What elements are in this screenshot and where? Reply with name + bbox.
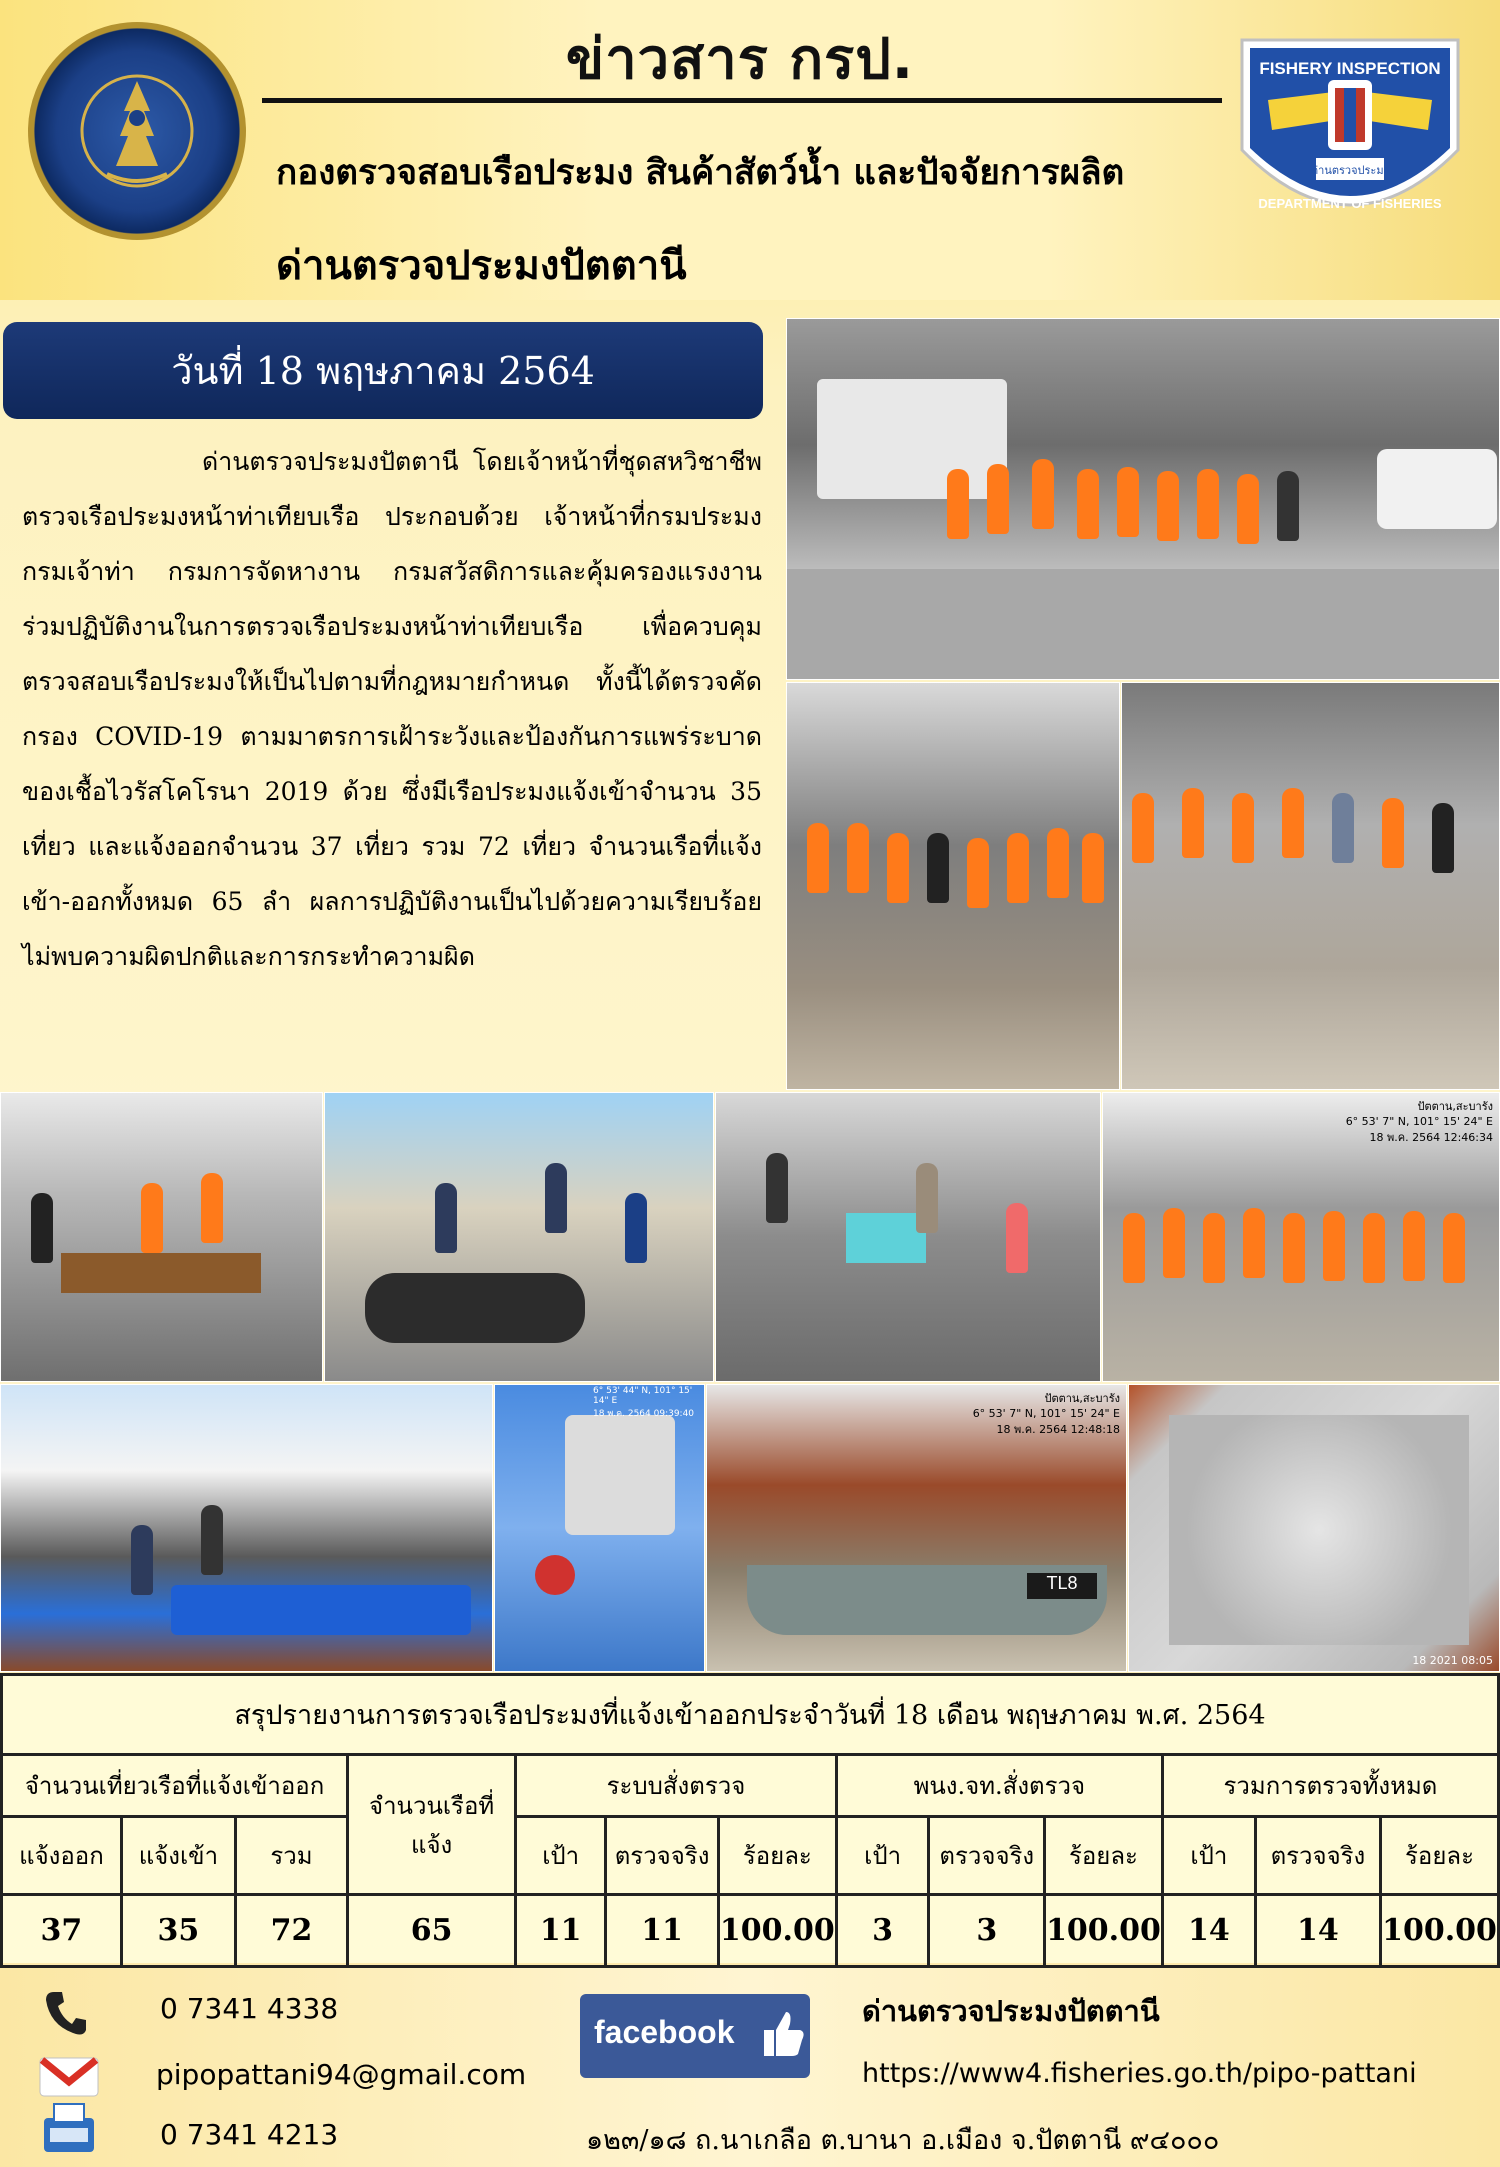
value-notified-out: 37 <box>2 1895 122 1967</box>
newsletter-title: ข่าวสาร กรป. <box>565 27 915 92</box>
value-system-actual: 11 <box>606 1895 719 1967</box>
summary-title: สรุปรายงานการตรวจเรือประมงที่แจ้งเข้าออกประจำวันที่ 18 เดือน พฤษภาคม พ.ศ. 2564 <box>2 1675 1499 1755</box>
photo-gps-stamp: 6° 53' 44" N, 101° 15' 14" E 18 พ.ค. 2564 09:39:40 <box>593 1386 695 1419</box>
facebook-label: facebook <box>594 2014 735 2050</box>
value-sum: 72 <box>235 1895 347 1967</box>
office-name: ด่านตรวจประมงปัตตานี <box>276 243 687 289</box>
value-notified-in: 35 <box>121 1895 235 1967</box>
header-percent: ร้อยละ <box>1045 1817 1163 1895</box>
value-total-actual: 14 <box>1255 1895 1380 1967</box>
photo-crew-lineup-shed <box>786 318 1500 680</box>
header <box>0 0 1500 300</box>
photo-date-stamp: 18 2021 08:05 <box>1412 1654 1493 1667</box>
news-date-banner <box>3 322 763 419</box>
header-actual: ตรวจจริง <box>606 1817 719 1895</box>
header-target: เป้า <box>516 1817 606 1895</box>
value-total-percent: 100.00 <box>1381 1895 1499 1967</box>
like-thumb-icon <box>760 2008 806 2058</box>
department-of-fisheries-seal <box>28 22 246 240</box>
value-boats: 65 <box>348 1895 516 1967</box>
boat-registration: TL8 <box>1027 1573 1097 1599</box>
photo-vms-device <box>494 1384 705 1672</box>
inspection-summary <box>0 1673 1500 1963</box>
header-target: เป้า <box>1162 1817 1255 1895</box>
photo-crew-lineup-pier <box>1102 1092 1500 1382</box>
badge-center-text: ด่านตรวจประมง <box>1311 164 1389 177</box>
header-total-inspections: รวมการตรวจทั้งหมด <box>1162 1755 1498 1817</box>
header-percent: ร้อยละ <box>718 1817 836 1895</box>
fax-number[interactable]: 0 7341 4213 <box>160 2118 339 2151</box>
header-actual: ตรวจจริง <box>929 1817 1045 1895</box>
photo-officials-motorbike <box>324 1092 714 1382</box>
value-system-target: 11 <box>516 1895 606 1967</box>
footer-office-name: ด่านตรวจประมงปัตตานี <box>862 1994 1160 2028</box>
photo-gps-stamp: ปัตตาน,สะบารัง 6° 53' 7" N, 101° 15' 24" E 18 พ.ค. 2564 12:46:34 <box>1345 1100 1493 1144</box>
email-address[interactable]: pipopattani94@gmail.com <box>156 2058 527 2091</box>
header-boats: จำนวนเรือที่แจ้ง <box>348 1755 516 1895</box>
value-officer-percent: 100.00 <box>1045 1895 1163 1967</box>
photo-boat-deck-barrels <box>0 1384 493 1672</box>
seal-emblem-icon <box>62 56 212 206</box>
header-target: เป้า <box>836 1817 929 1895</box>
facebook-button[interactable] <box>580 1994 810 2078</box>
footer <box>0 1968 1500 2167</box>
badge-bottom-text: DEPARTMENT OF FISHERIES <box>1258 196 1442 211</box>
value-officer-actual: 3 <box>929 1895 1045 1967</box>
photo-fishing-boat-hull <box>706 1384 1127 1672</box>
photo-crew-lifejackets-right <box>1121 682 1500 1090</box>
photo-crew-lifejackets-left <box>786 682 1120 1090</box>
summary-table <box>0 1673 1500 1968</box>
news-body: ด่านตรวจประมงปัตตานี โดยเจ้าหน้าที่ชุดสหวิชาชีพตรวจเรือประมงหน้าท่าเทียบเรือ ประกอบด้วย เจ้าหน้าที่กรมประมง กรมเจ้าท่า กรมการจัดหางาน กรมสวัสดิการและคุ้มครองแรงงาน ร่วมปฏิบัติงานในการตรวจเรือประมงหน้าท่าเทียบเรือ เพื่อควบคุม ตรวจสอบเรือประมงให้เป็นไปตามที่กฎหมายกำหนด ทั้งนี้ได้ตรวจคัดกรอง COVID-19 ตามมาตรการเฝ้าระวังและป้องกันการแพร่ระบาดของเชื้อไวรัสโคโรนา 2019 ด้วย ซึ่งมีเรือประมงแจ้งเข้าจำนวน 35 เที่ยว และแจ้งออกจำนวน 37 เที่ยว รวม 72 เที่ยว จำนวนเรือที่แจ้งเข้า-ออกทั้งหมด 65 ลำ ผลการปฏิบัติงานเป็นไปด้วยความเรียบร้อย ไม่พบความผิดปกติและการกระทำความผิด <box>22 447 762 971</box>
website-url[interactable]: https://www4.fisheries.go.th/pipo-pattani <box>862 2058 1417 2089</box>
phone-icon <box>44 1988 88 2038</box>
news-date: วันที่ 18 พฤษภาคม 2564 <box>171 349 595 393</box>
fax-icon <box>40 2102 98 2156</box>
photo-screening-table <box>0 1092 323 1382</box>
value-officer-target: 3 <box>836 1895 929 1967</box>
fishery-inspection-badge <box>1232 30 1468 250</box>
office-address: ๑๒๓/๑๘ ถ.นาเกลือ ต.บานา อ.เมือง จ.ปัตตานี ๙๔๐๐๐ <box>586 2125 1220 2156</box>
header-system-ordered: ระบบสั่งตรวจ <box>516 1755 837 1817</box>
header-officer-ordered: พนง.จท.สั่งตรวจ <box>836 1755 1162 1817</box>
photo-gps-stamp: ปัตตาน,สะบารัง 6° 53' 7" N, 101° 15' 24" E 18 พ.ค. 2564 12:48:18 <box>972 1392 1120 1436</box>
value-total-target: 14 <box>1162 1895 1255 1967</box>
division-subtitle: กองตรวจสอบเรือประมง สินค้าสัตว์น้ำ และปัจจัยการผลิต <box>276 153 1125 193</box>
header-trips: จำนวนเที่ยวเรือที่แจ้งเข้าออก <box>2 1755 348 1817</box>
title-divider <box>262 98 1222 103</box>
gmail-icon <box>38 2054 100 2098</box>
header-percent: ร้อยละ <box>1381 1817 1499 1895</box>
phone-number[interactable]: 0 7341 4338 <box>160 1992 339 2025</box>
value-system-percent: 100.00 <box>718 1895 836 1967</box>
header-sum: รวม <box>235 1817 347 1895</box>
photo-temperature-check <box>715 1092 1101 1382</box>
photo-fish-hold-catch <box>1128 1384 1500 1672</box>
badge-top-text: FISHERY INSPECTION <box>1259 59 1441 78</box>
header-notified-in: แจ้งเข้า <box>121 1817 235 1895</box>
header-actual: ตรวจจริง <box>1255 1817 1380 1895</box>
header-notified-out: แจ้งออก <box>2 1817 122 1895</box>
